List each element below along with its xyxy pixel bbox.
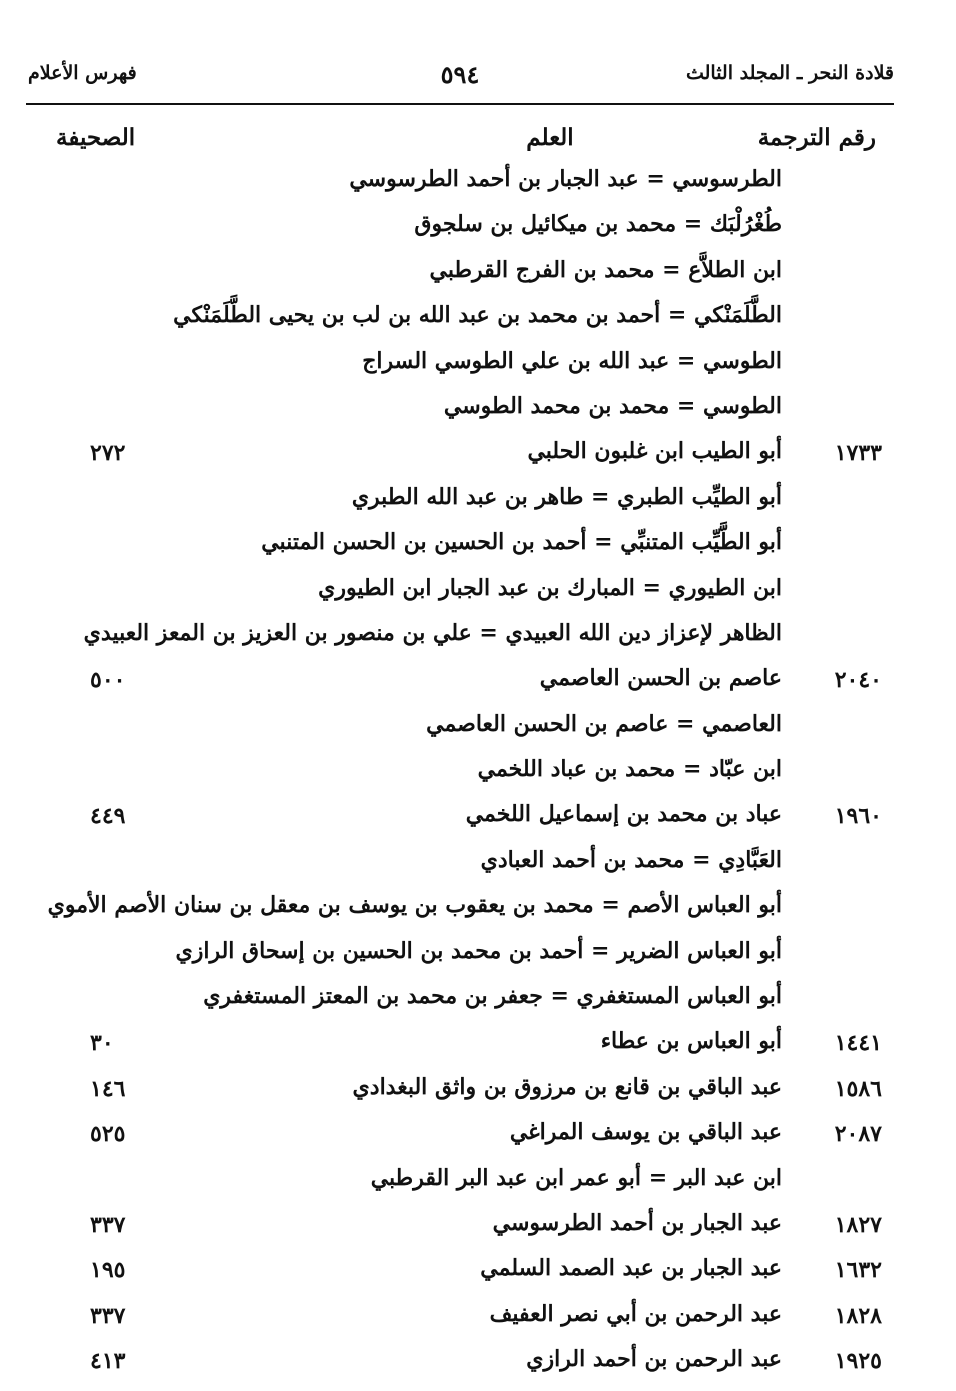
entry-page: ٥٠٠ [90,667,126,694]
entry-page: ٤٤٩ [90,803,126,830]
index-row [0,342,956,387]
entry-page: ٢٧٢ [90,440,126,467]
column-header-number: رقم الترجمة [757,124,876,151]
index-row [0,886,956,931]
index-row [0,1022,956,1067]
entry-number: ١٧٣٣ [834,440,882,467]
entry-name: أبو الطيب ابن غلبون الحلبي [527,438,782,465]
entry-number: ١٤٤١ [834,1030,882,1057]
section-title: فهرس الأعلام [28,62,137,84]
entry-name: العاصمي = عاصم بن الحسن العاصمي [426,710,782,737]
entry-page: ١٩٥ [90,1257,126,1284]
index-row [0,1204,956,1249]
entry-name: أبو الطَّيِّب المتنبِّي = أحمد بن الحسين بن الحسن المتنبي [261,529,782,556]
entry-number: ١٨٢٧ [834,1211,882,1238]
index-row [0,523,956,568]
entry-name: أبو العباس الأصم = محمد بن يعقوب بن يوسف بن معقل بن سنان الأصم الأموي [47,892,782,919]
entry-page: ٤١٣ [90,1348,126,1375]
index-row [0,932,956,977]
index-row [0,750,956,795]
entry-name: ابن الطلاَّع = محمد بن الفرج القرطبي [429,256,782,283]
entry-name: الطَّلَمَنْكي = أحمد بن محمد بن عبد الله بن لب بن يحيى الطَّلَمَنْكي [173,302,782,329]
entry-number: ١٥٨٦ [834,1075,882,1102]
entry-name: عباد بن محمد بن إسماعيل اللخمي [465,801,782,828]
index-row [0,251,956,296]
entry-name: أبو العباس المستغفري = جعفر بن محمد بن المعتز المستغفري [203,983,782,1010]
entry-number: ١٦٣٢ [834,1257,882,1284]
index-row [0,1295,956,1340]
index-row [0,977,956,1022]
entry-name: أبو العباس الضرير = أحمد بن محمد بن الحسين بن إسحاق الرازي [175,937,782,964]
entry-name: أبو العباس بن عطاء [600,1028,782,1055]
entry-name: الطرسوسي = عبد الجبار بن أحمد الطرسوسي [349,166,782,192]
entry-number: ٢٠٨٧ [834,1121,882,1148]
entry-name: ابن عبد البر = أبو عمر ابن عبد البر القرطبي [370,1164,782,1191]
entry-name: الطوسي = محمد بن محمد الطوسي [443,392,782,419]
entry-page: ٣٣٧ [90,1211,126,1238]
entry-name: ابن عبّاد = محمد بن عباد اللخمي [477,756,782,783]
index-row [0,1113,956,1158]
entry-page: ٣٠ [90,1030,114,1057]
entry-name: العَبَّادِي = محمد بن أحمد العبادي [480,846,782,873]
entry-name: الظاهر لإعزاز دين الله العبيدي = علي بن منصور بن العزيز بن المعز العبيدي [83,619,782,646]
entry-name: ابن الطيوري = المبارك بن عبد الجبار ابن الطيوري [318,574,782,601]
column-header-page: الصحيفة [56,124,136,151]
index-row [0,795,956,840]
index-row [0,1068,956,1113]
index-row [0,160,956,205]
index-row [0,478,956,523]
index-row [0,1249,956,1294]
entry-name: طُغْرُلْبَك = محمد بن ميكائيل بن سلجوق [414,211,782,238]
page-number: ٥٩٤ [440,60,480,89]
entry-name: الطوسي = عبد الله بن علي الطوسي السراج [362,347,782,374]
entry-name: عبد الباقي بن قانع بن مرزوق بن واثق البغدادي [352,1073,782,1100]
column-header-name: العلم [526,124,574,151]
entry-page: ١٤٦ [90,1075,126,1102]
entry-name: عبد الرحمن بن أبي نصر العفيف [489,1300,782,1327]
header-rule [26,103,894,105]
index-row [0,432,956,477]
index-row [0,705,956,750]
index-row [0,659,956,704]
index-row [0,1159,956,1204]
entry-number: ٢٠٤٠ [834,667,882,694]
entry-page: ٣٣٧ [90,1302,126,1329]
index-entries [0,160,956,1386]
entry-number: ١٨٢٨ [834,1302,882,1329]
entry-name: عبد الرحمن بن أحمد الرازي [526,1346,782,1373]
entry-name: عاصم بن الحسن العاصمي [539,665,782,692]
index-row [0,841,956,886]
entry-name: عبد الباقي بن يوسف المراغي [509,1119,782,1146]
index-row [0,614,956,659]
entry-number: ١٩٢٥ [834,1348,882,1375]
index-row [0,296,956,341]
index-row [0,205,956,250]
entry-name: عبد الجبار بن أحمد الطرسوسي [492,1209,782,1236]
index-row [0,1340,956,1385]
entry-name: عبد الجبار بن عبد الصمد السلمي [480,1255,782,1282]
book-title: قلادة النحر ـ المجلد الثالث [685,62,894,84]
index-row [0,387,956,432]
entry-name: أبو الطيِّب الطبري = طاهر بن عبد الله الطبري [351,483,782,510]
entry-page: ٥٢٥ [90,1121,126,1148]
entry-number: ١٩٦٠ [834,803,882,830]
index-row [0,569,956,614]
